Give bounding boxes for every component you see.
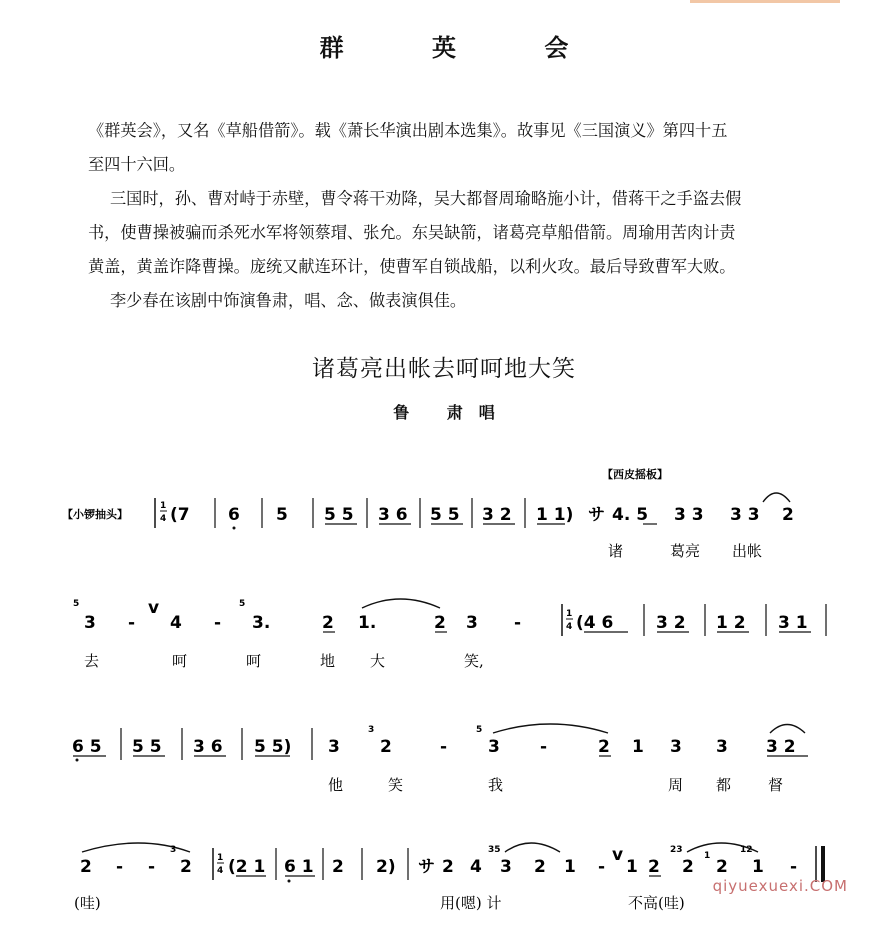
lyric: 他 — [328, 776, 344, 794]
site-watermark: qiyuexuexi.COM — [712, 877, 848, 895]
note: - — [116, 857, 124, 877]
note: 3 1 — [778, 613, 808, 633]
note: 3 2 — [766, 737, 796, 757]
note: 3 — [84, 613, 96, 633]
note: 5 5 — [324, 505, 354, 525]
lyric: 周 — [668, 776, 684, 794]
note: 3. — [252, 613, 271, 633]
note: 3 — [466, 613, 478, 633]
lyric: 我 — [488, 776, 504, 794]
svg-text:1: 1 — [566, 609, 573, 619]
lyric: 葛亮 — [670, 542, 701, 560]
note: 2 — [682, 857, 694, 877]
note: 2 — [322, 613, 334, 633]
sanban-sign: サ — [418, 857, 435, 877]
note: - — [440, 737, 448, 757]
note: 2 — [332, 857, 344, 877]
note: 3 — [500, 857, 512, 877]
svg-text:4: 4 — [217, 866, 224, 876]
intro-paragraph-3: 李少春在该剧中饰演鲁肃，唱、念、做表演俱佳。 — [110, 291, 467, 310]
note: - — [514, 613, 522, 633]
svg-text:v: v — [612, 845, 624, 865]
lyric: 督 — [768, 776, 784, 794]
intro-paragraph-1: 《群英会》，又名《草船借箭》。载《萧长华演出剧本选集》。故事见《三国演义》第四十五 — [88, 121, 728, 140]
note: 3 — [488, 737, 500, 757]
note: - — [540, 737, 548, 757]
svg-text:35: 35 — [488, 845, 501, 855]
note: 3 3 — [730, 505, 760, 525]
tag-gong: 【小锣抽头】 — [62, 508, 128, 521]
intro-paragraph-1b: 至四十六回。 — [88, 155, 186, 174]
note: 3 2 — [656, 613, 686, 633]
note: 3 3 — [674, 505, 704, 525]
note: 1 1) — [536, 505, 574, 525]
lyric: 地 — [320, 652, 336, 670]
svg-text:23: 23 — [670, 845, 683, 855]
lyric: 笑 — [388, 776, 404, 794]
lyric: 不高(哇) — [628, 894, 685, 912]
score-line-4 — [74, 843, 823, 912]
lyric: 诸 — [608, 542, 624, 560]
song-singer: 鲁 肃唱 — [393, 403, 511, 422]
note: - — [598, 857, 606, 877]
note: - — [214, 613, 222, 633]
note: 2 — [598, 737, 610, 757]
note: 2 — [180, 857, 192, 877]
note: 3 6 — [378, 505, 408, 525]
note: 1 — [564, 857, 576, 877]
intro-paragraph-2b: 书，使曹操被骗而杀死水军将领蔡瑁、张允。东吴缺箭，诸葛亮草船借箭。周瑜用苦肉计责 — [88, 223, 736, 242]
intro-paragraph-2a: 三国时，孙、曹对峙于赤壁，曹令蒋干劝降，吴大都督周瑜略施小计，借蒋干之手盗去假 — [110, 189, 742, 208]
note: 2) — [376, 857, 396, 877]
svg-text:5: 5 — [73, 599, 80, 609]
lyric: 都 — [716, 776, 732, 794]
note: 3 2 — [482, 505, 512, 525]
note: 5 5 — [430, 505, 460, 525]
note: 3 — [328, 737, 340, 757]
note: 6 5 — [72, 737, 102, 757]
note: 1 — [626, 857, 638, 877]
page-title: 群 英 会 — [319, 34, 609, 62]
note: 2 — [380, 737, 392, 757]
lyric: 呵 — [172, 652, 188, 670]
note: 5 5) — [254, 737, 292, 757]
note: 2 — [648, 857, 660, 877]
lyric: 用(嗯) 计 — [440, 894, 502, 912]
tag-banshi: 【西皮摇板】 — [602, 468, 668, 481]
lyric: 出帐 — [732, 542, 763, 560]
sanban-sign: サ — [588, 505, 605, 525]
note: 3 — [716, 737, 728, 757]
note: 1. — [358, 613, 377, 633]
score-line-3 — [72, 724, 808, 794]
svg-text:5: 5 — [476, 725, 483, 735]
note: 5 5 — [132, 737, 162, 757]
note: 6 1 — [284, 857, 314, 877]
note: 4 — [470, 857, 482, 877]
note: 5 — [276, 505, 288, 525]
note: - — [128, 613, 136, 633]
lyric: 笑, — [464, 652, 484, 670]
note: 3 — [670, 737, 682, 757]
note: 2 — [442, 857, 454, 877]
svg-text:12: 12 — [740, 845, 753, 855]
note: 1 — [752, 857, 764, 877]
note: 1 — [632, 737, 644, 757]
note: - — [790, 857, 798, 877]
note: 6 — [228, 505, 240, 525]
svg-text:3: 3 — [170, 845, 177, 855]
lyric: 去 — [84, 652, 100, 670]
svg-text:1: 1 — [217, 853, 224, 863]
score-line-2 — [73, 598, 826, 670]
lyric: (哇) — [74, 894, 101, 912]
note: 4 — [170, 613, 182, 633]
note: 2 — [80, 857, 92, 877]
svg-text:3: 3 — [368, 725, 375, 735]
note: 2 — [716, 857, 728, 877]
note: (2 1 — [228, 857, 266, 877]
svg-text:4: 4 — [566, 622, 573, 632]
note: 1 2 — [716, 613, 746, 633]
note: 2 — [782, 505, 794, 525]
note: (7 — [170, 505, 190, 525]
note: 2 — [434, 613, 446, 633]
note: (4 6 — [576, 613, 614, 633]
svg-text:1: 1 — [704, 851, 711, 861]
svg-text:v: v — [148, 598, 160, 618]
svg-text:4: 4 — [160, 514, 167, 524]
time-sig-1: 1 — [160, 501, 167, 511]
note: 2 — [534, 857, 546, 877]
lyric: 大 — [370, 652, 386, 670]
lyric: 呵 — [246, 652, 262, 670]
svg-text:5: 5 — [239, 599, 246, 609]
note: 4. 5 — [612, 505, 649, 525]
score-line-1 — [155, 493, 794, 560]
note: - — [148, 857, 156, 877]
note: 3 6 — [193, 737, 223, 757]
song-title: 诸葛亮出帐去呵呵地大笑 — [312, 356, 576, 382]
intro-paragraph-2c: 黄盖，黄盖诈降曹操。庞统又献连环计，使曹军自锁战船，以利火攻。最后导致曹军大败。 — [88, 257, 736, 276]
